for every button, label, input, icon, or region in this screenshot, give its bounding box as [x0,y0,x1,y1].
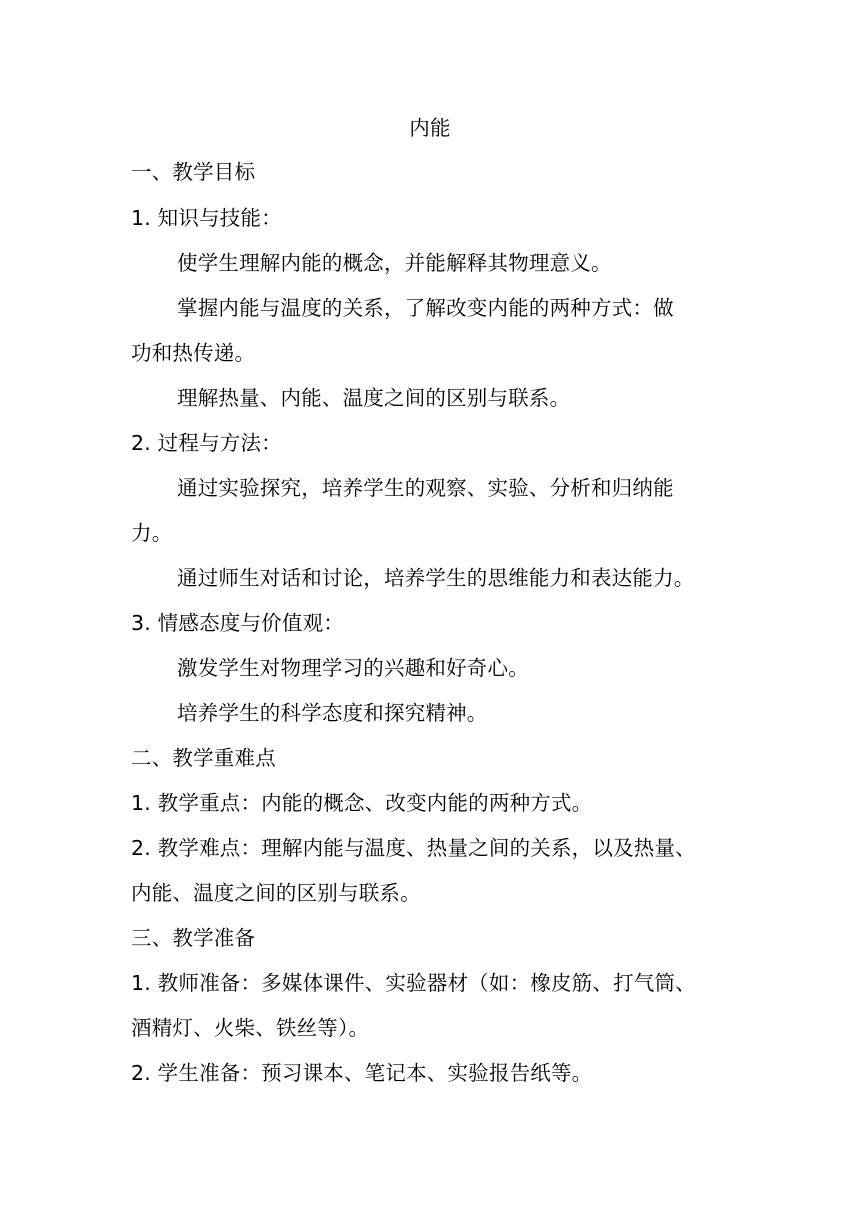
section-heading-key-points: 二、教学重难点 [131,746,276,770]
list-item: 2. 教学难点：理解内能与温度、热量之间的关系，以及热量、 [131,836,696,860]
document-title: 内能 [409,116,451,140]
paragraph: 激发学生对物理学习的兴趣和好奇心。 [177,656,529,680]
section-heading-preparation: 三、教学准备 [131,926,256,950]
paragraph: 通过师生对话和讨论，培养学生的思维能力和表达能力。 [177,566,695,590]
list-item-continuation: 内能、温度之间的区别与联系。 [131,881,421,905]
item-label-process-methods: 2. 过程与方法： [131,431,282,455]
list-item: 1. 教学重点：内能的概念、改变内能的两种方式。 [131,791,593,815]
list-item-continuation: 酒精灯、火柴、铁丝等）。 [131,1016,370,1040]
paragraph: 培养学生的科学态度和探究精神。 [177,701,488,725]
paragraph-continuation: 功和热传递。 [131,341,256,365]
item-label-attitudes-values: 3. 情感态度与价值观： [131,611,344,635]
paragraph: 使学生理解内能的概念，并能解释其物理意义。 [177,251,612,275]
paragraph-continuation: 力。 [131,521,173,545]
list-item: 1. 教师准备：多媒体课件、实验器材（如：橡皮筋、打气筒、 [131,971,696,995]
paragraph: 理解热量、内能、温度之间的区别与联系。 [177,386,571,410]
section-heading-objectives: 一、教学目标 [131,160,256,184]
paragraph: 掌握内能与温度的关系，了解改变内能的两种方式：做 [177,296,674,320]
paragraph: 通过实验探究，培养学生的观察、实验、分析和归纳能 [177,476,674,500]
list-item: 2. 学生准备：预习课本、笔记本、实验报告纸等。 [131,1061,593,1085]
item-label-knowledge-skills: 1. 知识与技能： [131,206,282,230]
